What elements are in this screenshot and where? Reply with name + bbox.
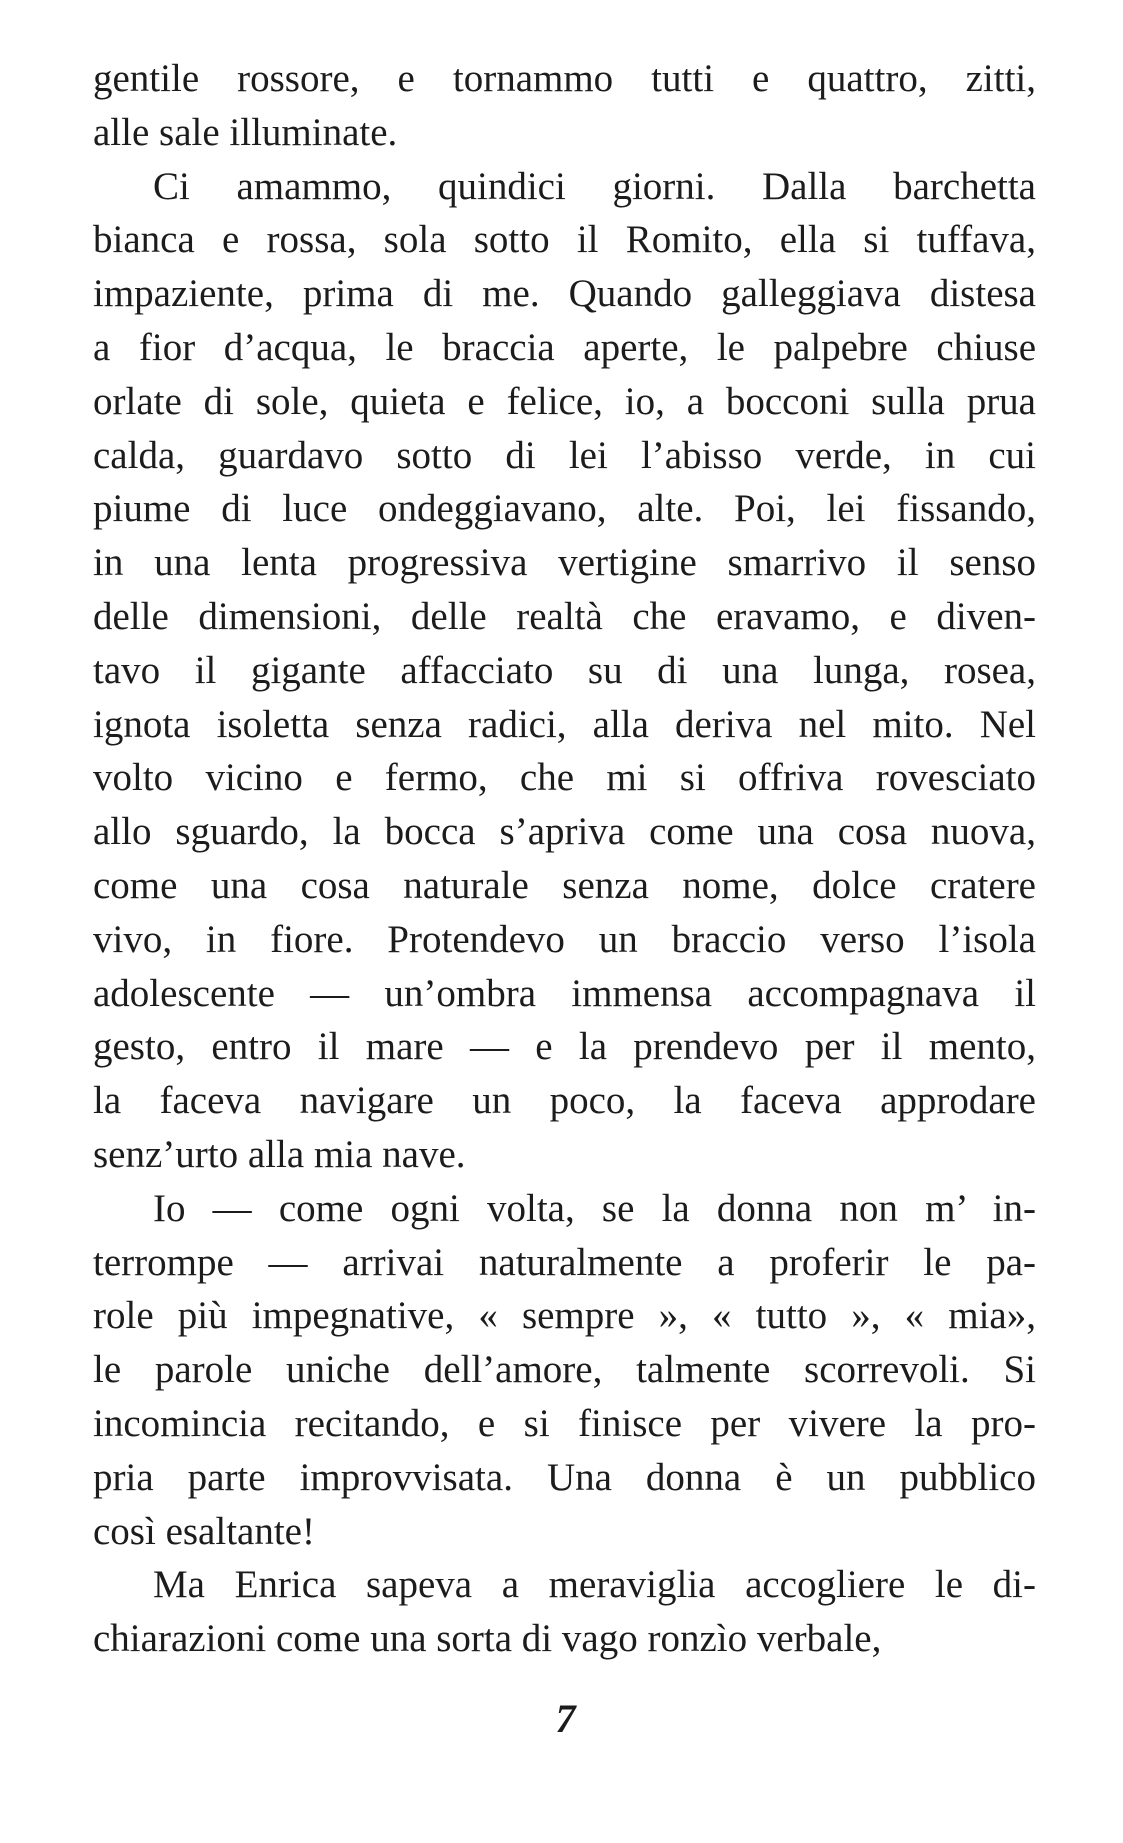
text-line: terrompe — arrivai naturalmente a proferir le pa- [93,1240,1036,1284]
text-line: alle sale illuminate. [93,110,398,154]
text-line: volto vicino e fermo, che mi si offriva rovesciato [93,756,1036,800]
paragraph [93,160,1036,1182]
text-line: senz’urto alla mia nave. [93,1132,466,1176]
text-line: ignota isoletta senza radici, alla deriva nel mito. Nel [93,702,1036,746]
text-line: impaziente, prima di me. Quando galleggiava distesa [93,272,1036,316]
paragraph [93,1182,1036,1559]
text-line: incomincia recitando, e si finisce per vivere la pro- [93,1401,1036,1445]
text-line: Io — come ogni volta, se la donna non m’ in- [153,1186,1036,1230]
text-line: a fior d’acqua, le braccia aperte, le palpebre chiuse [93,325,1036,369]
text-line: come una cosa naturale senza nome, dolce cratere [93,863,1036,907]
page-body [93,52,1036,1666]
text-line: la faceva navigare un poco, la faceva approdare [93,1079,1036,1123]
text-line: orlate di sole, quieta e felice, io, a bocconi sulla prua [93,379,1036,423]
text-line: adolescente — un’ombra immensa accompagnava il [93,971,1036,1015]
text-line: role più impegnative, « sempre », « tutto », « mia», [93,1294,1036,1338]
text-line: vivo, in fiore. Protendevo un braccio verso l’isola [93,917,1036,961]
text-line: gesto, entro il mare — e la prendevo per il mento, [93,1025,1036,1069]
text-line: chiarazioni come una sorta di vago ronzìo verbale, [93,1617,882,1661]
text-line: le parole uniche dell’amore, talmente scorrevoli. Si [93,1348,1036,1392]
text-line: Ma Enrica sapeva a meraviglia accogliere le di- [153,1563,1036,1607]
paragraph [93,52,1036,160]
text-line: così esaltante! [93,1509,315,1553]
text-column [93,52,1036,1666]
text-line: Ci amammo, quindici giorni. Dalla barchetta [153,164,1036,208]
text-line: bianca e rossa, sola sotto il Romito, ella si tuffava, [93,218,1036,262]
text-line: piume di luce ondeggiavano, alte. Poi, lei fissando, [93,487,1036,531]
text-line: allo sguardo, la bocca s’apriva come una cosa nuova, [93,810,1036,854]
text-line: gentile rossore, e tornammo tutti e quattro, zitti, [93,57,1036,100]
page-number: 7 [555,1696,576,1741]
text-line: in una lenta progressiva vertigine smarrivo il senso [93,541,1036,585]
text-line: calda, guardavo sotto di lei l’abisso verde, in cui [93,433,1036,477]
text-line: pria parte improvvisata. Una donna è un pubblico [93,1455,1036,1499]
text-line: delle dimensioni, delle realtà che eravamo, e diven- [93,594,1036,638]
paragraph [93,1558,1036,1666]
text-line: tavo il gigante affacciato su di una lunga, rosea, [93,648,1036,692]
